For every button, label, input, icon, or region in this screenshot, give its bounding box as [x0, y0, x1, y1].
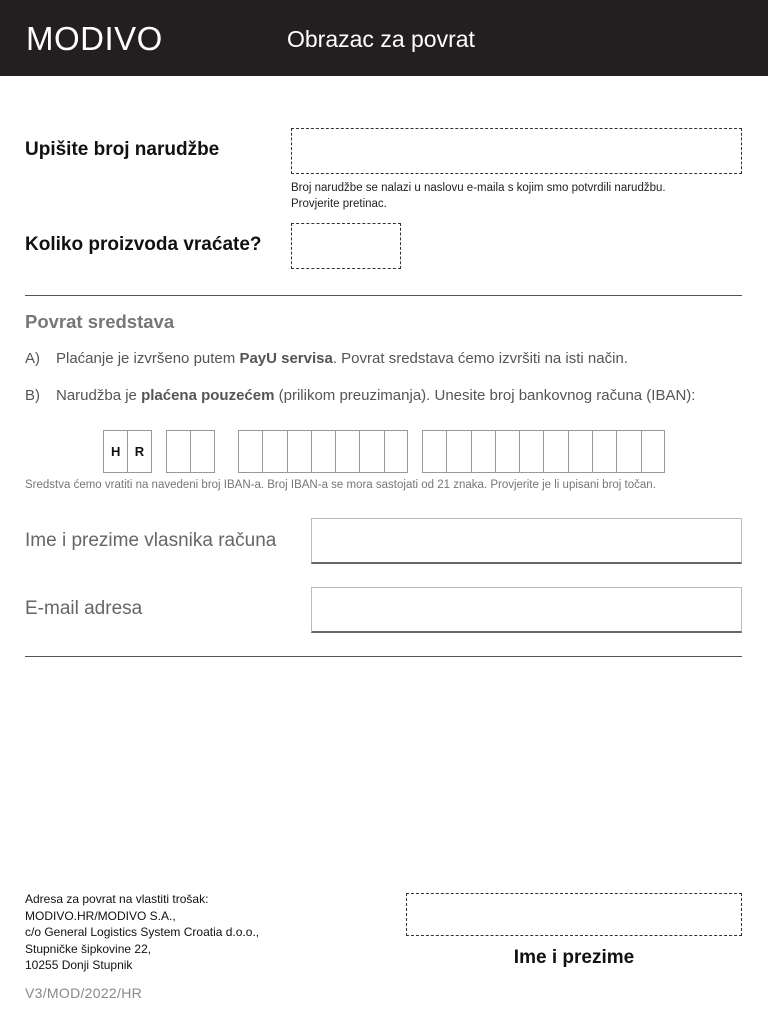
- option-text-bold: plaćena pouzećem: [141, 387, 275, 404]
- signature-input[interactable]: [406, 893, 742, 936]
- iban-digit-cell[interactable]: [238, 430, 262, 473]
- iban-digit-cell[interactable]: [641, 430, 665, 473]
- iban-digit-cell[interactable]: [592, 430, 616, 473]
- iban-digit-cell[interactable]: [384, 430, 408, 473]
- iban-digit-cell[interactable]: [471, 430, 495, 473]
- address-line: c/o General Logistics System Croatia d.o.o.,: [25, 925, 260, 939]
- divider: [25, 295, 742, 296]
- iban-digit-cell[interactable]: [287, 430, 311, 473]
- option-text: . Povrat sredstava ćemo izvršiti na isti način.: [332, 350, 628, 367]
- iban-digit-cell[interactable]: [359, 430, 383, 473]
- header-bar: [0, 0, 768, 76]
- order-number-hint: [291, 180, 666, 212]
- signature-label: Ime i prezime: [513, 947, 635, 968]
- option-text-bold: PayU servisa: [239, 350, 333, 367]
- iban-digit-cell[interactable]: [262, 430, 286, 473]
- iban-digit-cell[interactable]: [568, 430, 592, 473]
- address-line: Stupničke šipkovine 22,: [25, 941, 152, 956]
- iban-digit-cell[interactable]: [495, 430, 519, 473]
- iban-digit-cell[interactable]: [422, 430, 446, 473]
- iban-digit-cell[interactable]: [311, 430, 335, 473]
- iban-digit-cell[interactable]: [519, 430, 543, 473]
- iban-digit-cell[interactable]: [543, 430, 567, 473]
- iban-prefix-cell: H: [103, 430, 127, 473]
- refund-section-title: Povrat sredstava: [25, 311, 175, 332]
- iban-digit-cell[interactable]: [190, 430, 214, 473]
- iban-country-code: [103, 430, 152, 473]
- form-version: V3/MOD/2022/HR: [25, 985, 143, 1001]
- option-text: Narudžba je: [56, 387, 142, 404]
- iban-digit-cell[interactable]: [166, 430, 190, 473]
- option-letter: B): [25, 387, 40, 404]
- modivo-logo: MODIVO: [26, 20, 163, 57]
- email-label: E-mail adresa: [25, 598, 143, 619]
- option-letter: A): [25, 350, 40, 367]
- iban-prefix-cell: R: [127, 430, 151, 473]
- iban-account-number: [422, 430, 665, 473]
- refund-option-b: [25, 387, 695, 404]
- order-number-input[interactable]: [291, 128, 742, 174]
- iban-digit-cell[interactable]: [616, 430, 640, 473]
- order-number-hint-line: Provjerite pretinac.: [291, 198, 387, 210]
- option-text: (prilikom preuzimanja). Unesite broj bankovnog računa (IBAN):: [274, 387, 696, 404]
- account-holder-input[interactable]: [311, 518, 742, 564]
- refund-option-a: [25, 350, 628, 367]
- option-text: Plaćanje je izvršeno putem: [56, 350, 240, 367]
- return-address: [25, 891, 259, 974]
- iban-digit-cell[interactable]: [335, 430, 359, 473]
- address-line: MODIVO.HR/MODIVO S.A.,: [25, 908, 176, 923]
- address-line: 10255 Donji Stupnik: [25, 958, 133, 972]
- order-number-hint-line: Broj narudžbe se nalazi u naslovu e-maila s kojim smo potvrdili narudžbu.: [291, 182, 666, 194]
- quantity-input[interactable]: [291, 223, 401, 269]
- account-holder-label: Ime i prezime vlasnika računa: [25, 530, 277, 551]
- iban-note: Sredstva ćemo vratiti na navedeni broj IBAN-a. Broj IBAN-a se mora sastojati od 21 znaka. Provjerite je li upisani broj točan.: [25, 479, 656, 491]
- address-line: Adresa za povrat na vlastiti trošak:: [25, 892, 209, 906]
- divider: [25, 656, 742, 657]
- order-number-label: Upišite broj narudžbe: [25, 139, 220, 160]
- form-title: Obrazac za povrat: [287, 26, 475, 52]
- iban-digit-cell[interactable]: [446, 430, 470, 473]
- email-input[interactable]: [311, 587, 742, 633]
- quantity-label: Koliko proizvoda vraćate?: [25, 234, 262, 255]
- iban-bank-code: [238, 430, 408, 473]
- iban-check-digits: [166, 430, 215, 473]
